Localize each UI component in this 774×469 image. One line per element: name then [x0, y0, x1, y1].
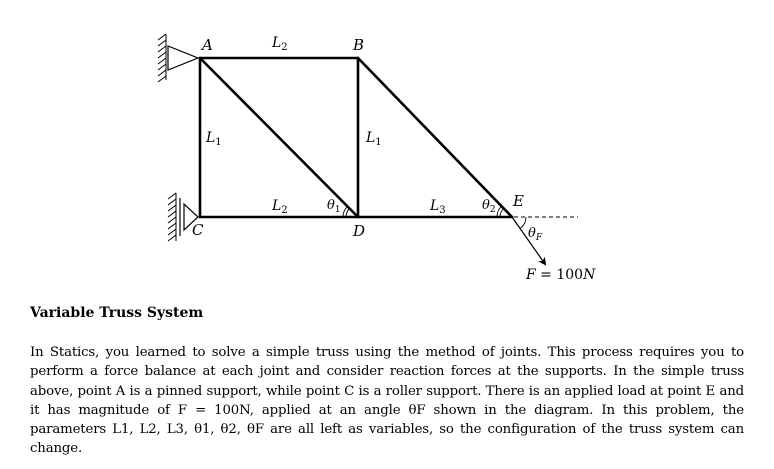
node-label-E: E	[513, 192, 524, 210]
label-L1-left: $L_1$	[206, 130, 222, 148]
label-theta1: $\theta_1$	[327, 198, 341, 215]
node-label-B: B	[353, 36, 365, 54]
description-paragraph: In Statics, you learned to solve a simple truss using the method of joints. This process requires you to perform a force balance at each joint and consider reaction forces at the supports. In the simple truss above, point A is a pinned support, while point C is a roller support. There is an applied load at point E and it has magnitude of F = 100N, applied at an angle θF shown in the diagram. In this problem, the parameters L1, L2, L3, θ1, θ2, θF are all left as variables, so the configuration of the truss system can change.	[30, 345, 744, 457]
force-label: F = 100N	[526, 267, 596, 283]
member-labels	[205, 35, 446, 216]
wall-hatch-A	[158, 34, 166, 82]
label-L2-top: $L_2$	[272, 35, 288, 53]
pin-support-A	[168, 46, 198, 70]
label-theta2: $\theta_2$	[482, 198, 496, 215]
section-title: Variable Truss System	[30, 305, 204, 321]
node-label-D: D	[353, 222, 366, 240]
label-L2-bottom: $L_2$	[272, 198, 288, 216]
truss-members	[200, 58, 512, 217]
wall-hatch-C	[168, 193, 176, 241]
label-L3: $L_3$	[430, 198, 446, 216]
label-thetaF: $\theta_F$	[528, 226, 543, 243]
label-L1-vertical: $L_1$	[366, 130, 382, 148]
thetaF-arc	[520, 217, 526, 228]
node-label-C: C	[192, 221, 204, 239]
member-AD	[200, 58, 358, 217]
node-label-A: A	[202, 36, 213, 54]
